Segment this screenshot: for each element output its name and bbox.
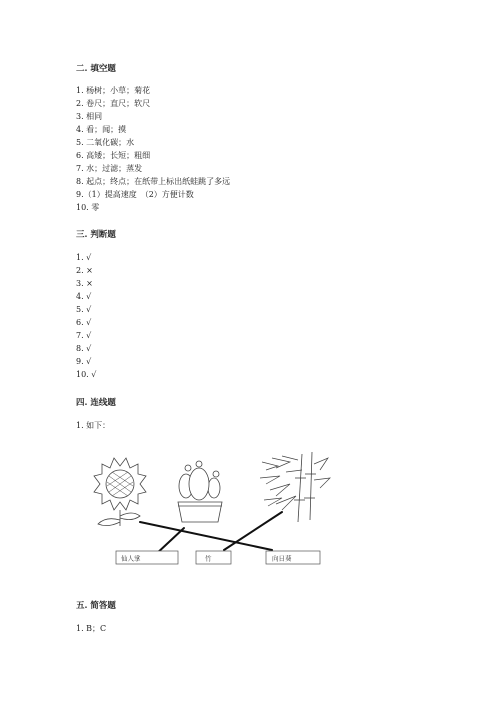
s3-answer-8: 8. √ [76, 344, 92, 353]
flower-pot [178, 502, 222, 522]
s3-answer-10: 10. √ [76, 370, 97, 379]
cactus-pad-main [189, 468, 209, 500]
s4-answer-1: 1. 如下： [76, 421, 111, 430]
s2-answer-5: 5. 二氧化碳；水 [76, 138, 135, 147]
s2-answer-2: 2. 卷尺；直尺；软尺 [76, 99, 151, 108]
s3-answer-3: 3. × [76, 279, 93, 288]
sunflower-illustration [94, 458, 146, 526]
label-bamboo: 竹 [205, 554, 212, 563]
matching-figure [76, 450, 332, 574]
s2-answer-9: 9.（1）提高速度 （2）方便计数 [76, 190, 194, 199]
bamboo-stalk [298, 454, 302, 522]
bamboo-illustration [260, 452, 330, 522]
s2-answer-6: 6. 高矮；长短；粗细 [76, 151, 151, 160]
s3-answer-7: 7. √ [76, 331, 92, 340]
bamboo-stalk-2 [310, 452, 312, 520]
s2-answer-7: 7. 水；过滤；蒸发 [76, 164, 143, 173]
sunflower-leaf [98, 519, 120, 526]
match-line-bamboo-to-label [224, 512, 282, 550]
s3-answer-1: 1. √ [76, 253, 92, 262]
s2-answer-10: 10. 零 [76, 203, 100, 212]
section-2-title: 二. 填空题 [76, 64, 116, 74]
s3-answer-6: 6. √ [76, 318, 92, 327]
s2-answer-3: 3. 相同 [76, 112, 103, 121]
cactus-pad-right [208, 478, 220, 498]
s3-answer-2: 2. × [76, 266, 93, 275]
s2-answer-4: 4. 看；闻；摸 [76, 125, 127, 134]
bamboo-leaves [260, 456, 330, 510]
cactus-illustration [178, 461, 222, 522]
s3-answer-5: 5. √ [76, 305, 92, 314]
cactus-bud-3 [213, 471, 219, 477]
section-3-title: 三. 判断题 [76, 230, 116, 240]
s3-answer-4: 4. √ [76, 292, 92, 301]
sunflower-leaf-2 [120, 513, 140, 520]
label-sunflower: 向日葵 [272, 554, 292, 563]
s2-answer-1: 1. 杨树；小草；菊花 [76, 86, 151, 95]
cactus-bud-2 [196, 461, 202, 467]
s2-answer-8: 8. 起点；终点；在纸带上标出纸蛙跳了多远 [76, 177, 231, 186]
s5-answer-1: 1. B；C [76, 624, 107, 633]
cactus-bud [185, 465, 191, 471]
s3-answer-9: 9. √ [76, 357, 92, 366]
label-box-bamboo [196, 551, 231, 564]
section-5-title: 五. 简答题 [76, 601, 116, 611]
match-line-sunflower-to-label [140, 522, 272, 550]
label-cactus: 仙人掌 [121, 554, 141, 563]
section-4-title: 四. 连线题 [76, 398, 116, 408]
